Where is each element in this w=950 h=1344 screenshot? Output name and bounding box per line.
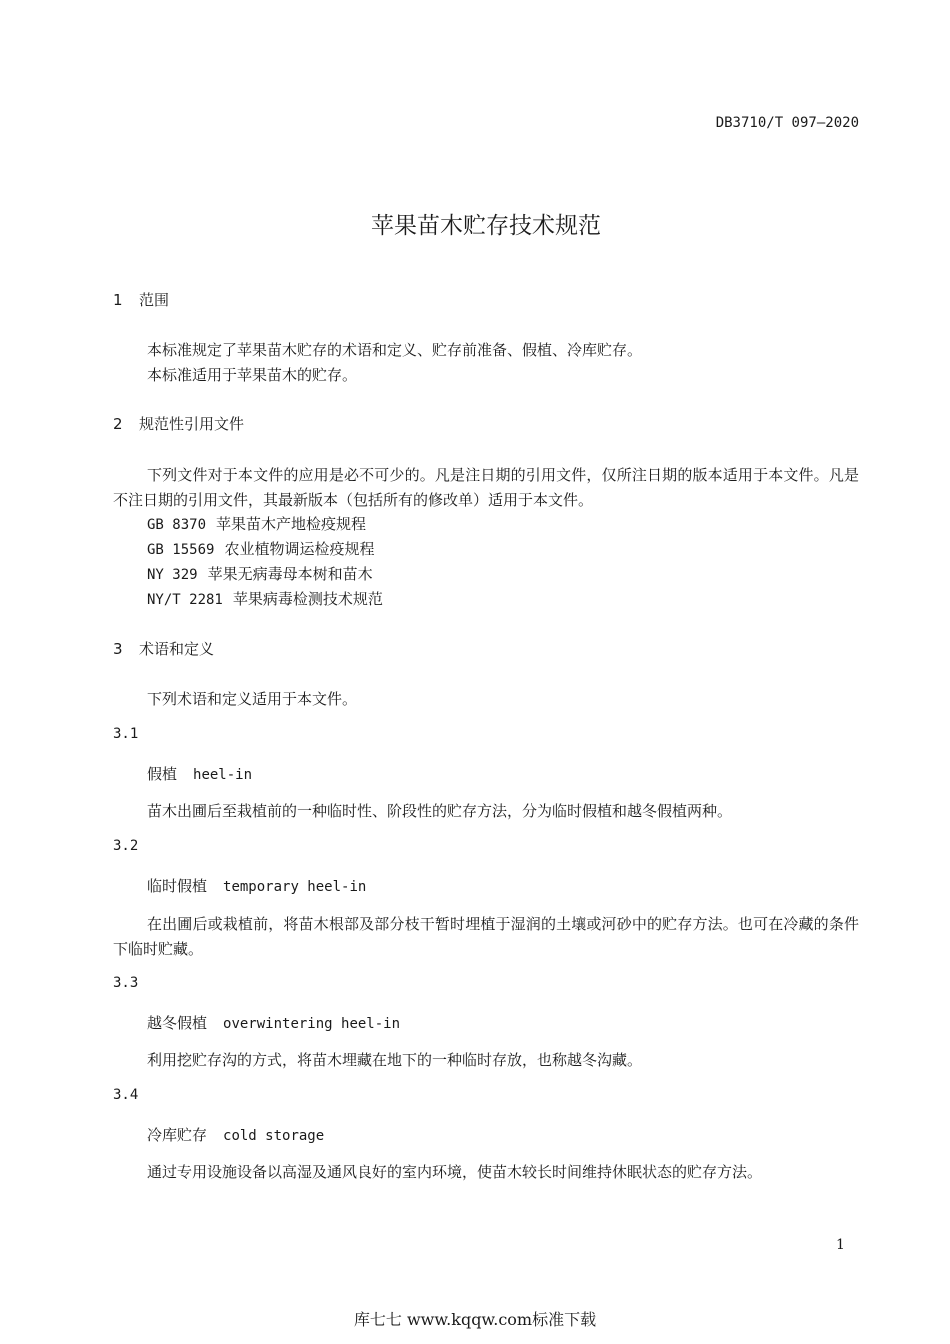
term-zh: 假植 [147,765,178,783]
section-number: 1 [113,291,123,309]
term-en: heel-in [193,767,253,783]
paragraph: 本标准适用于苹果苗木的贮存。 [147,366,358,384]
section-1-heading [113,289,169,310]
section-title: 术语和定义 [139,640,215,658]
page-number: 1 [836,1237,845,1253]
term-definition: 通过专用设施设备以高湿及通风良好的室内环境，使苗木较长时间维持休眠状态的贮存方法。 [147,1163,763,1181]
term-heading [147,1012,400,1033]
term-definition: 利用挖贮存沟的方式，将苗木埋藏在地下的一种临时存放，也称越冬沟藏。 [147,1051,643,1069]
term-heading [147,1124,324,1145]
reference-code: GB 15569 [147,542,215,558]
term-en: temporary heel-in [223,879,367,895]
section-title: 范围 [139,291,170,309]
term-definition: 在出圃后或栽植前，将苗木根部及部分枝干暂时埋植于湿润的土壤或河砂中的贮存方法。也可在冷藏的条件下临时贮藏。 [113,915,859,958]
term-en: cold storage [223,1128,325,1144]
term-zh: 越冬假植 [147,1014,208,1032]
reference-item [147,563,373,584]
term-number: 3.3 [113,975,139,991]
term-number: 3.1 [113,726,139,742]
reference-item [147,588,383,609]
term-en: overwintering heel-in [223,1016,401,1032]
term-heading [147,763,252,784]
document-title: 苹果苗木贮存技术规范 [371,213,601,239]
paragraph: 下列术语和定义适用于本文件。 [147,690,358,708]
term-zh: 冷库贮存 [147,1126,208,1144]
section-number: 2 [113,415,123,433]
section-number: 3 [113,640,123,658]
term-number: 3.2 [113,838,139,854]
paragraph: 本标准规定了苹果苗木贮存的术语和定义、贮存前准备、假植、冷库贮存。 [147,341,643,359]
reference-title: 苹果无病毒母本树和苗木 [207,565,373,583]
reference-code: GB 8370 [147,517,207,533]
reference-code: NY/T 2281 [147,592,223,608]
term-number: 3.4 [113,1087,139,1103]
reference-title: 苹果苗木产地检疫规程 [216,515,367,533]
reference-item [147,538,374,559]
reference-title: 农业植物调运检疫规程 [224,540,375,558]
reference-item [147,513,366,534]
footer-watermark: 库七七 www.kqqw.com标准下载 [353,1310,597,1329]
reference-code: NY 329 [147,567,198,583]
section-title: 规范性引用文件 [139,415,245,433]
section-2-heading [113,413,244,434]
section-3-heading [113,638,214,659]
term-definition: 苗木出圃后至栽植前的一种临时性、阶段性的贮存方法，分为临时假植和越冬假植两种。 [147,802,733,820]
term-heading [147,875,366,896]
document-number: DB3710/T 097—2020 [715,115,859,131]
paragraph: 下列文件对于本文件的应用是必不可少的。凡是注日期的引用文件，仅所注日期的版本适用于本文件。凡是不注日期的引用文件，其最新版本（包括所有的修改单）适用于本文件。 [113,466,859,509]
reference-title: 苹果病毒检测技术规范 [232,590,383,608]
term-zh: 临时假植 [147,877,208,895]
